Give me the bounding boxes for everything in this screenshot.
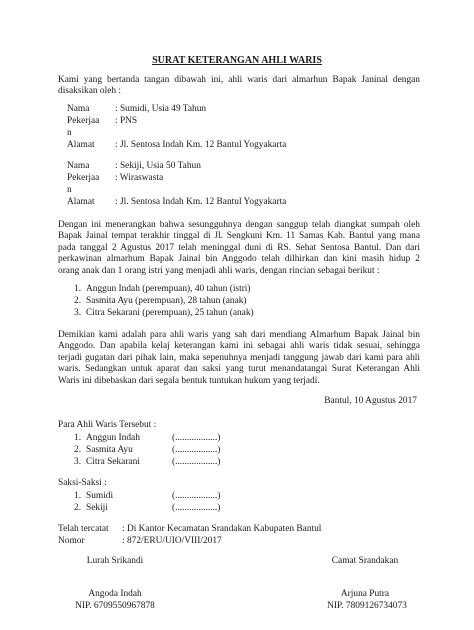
intro-paragraph (58, 75, 420, 98)
person1-pekerjaan-label-wrap: n (67, 128, 72, 138)
heirs-sign-number: 1. (74, 433, 82, 443)
witness-number: 2. (74, 503, 82, 513)
body-line: perkawinan almarhum Bapak Jainal bin Anggodo telah dilhirkan dan kini masih hidup 2 (58, 254, 420, 265)
body-paragraph-1 (58, 220, 420, 277)
person1-pekerjaan-value: : PNS (115, 116, 138, 126)
heir-item: Citra Sekarani (perempuan), 25 tahun (anak) (86, 308, 254, 318)
person1-nama-label: Nama (67, 104, 90, 114)
witness-name: Sekiji (86, 503, 108, 513)
person1-alamat-value: : Jl. Sentosa Indah Km. 12 Bantul Yogyakarta (115, 140, 287, 150)
person1-pekerjaan-label: Pekerjaa (67, 116, 100, 126)
registered-label: Telah tercatat (58, 524, 109, 534)
person2-alamat-value: : Jl. Sentosa Indah Km. 12 Bantul Yogyakarta (115, 197, 287, 207)
camat-nip: NIP. 7809126734073 (327, 601, 407, 611)
lurah-nip: NIP. 6709550967878 (75, 601, 155, 611)
lurah-title: Lurah Srikandi (86, 556, 144, 566)
witness-name: Sumidi (86, 491, 114, 501)
nomor-value: : 872/ERU/UIO/VIII/2017 (122, 536, 222, 546)
body-line: terjadi gugatan dari pihak lain, maka sepenuhnya menjadi tanggung jawab dari kami para ahli (58, 352, 420, 363)
nomor-label: Nomor (58, 536, 85, 546)
document-title: SURAT KETERANGAN AHLI WARIS (152, 55, 322, 66)
signature-placeholder: (..................) (172, 491, 221, 501)
heirs-sign-name: Anggun Indah (86, 433, 140, 443)
heirs-sign-number: 3. (74, 457, 82, 467)
lurah-name: Angoda Indah (88, 589, 142, 599)
signature-placeholder: (..................) (172, 433, 221, 443)
heir-number: 3. (74, 308, 82, 318)
place-date: Bantul, 10 Agustus 2017 (324, 396, 417, 406)
camat-title: Camat Srandakan (331, 556, 399, 566)
heirs-sign-name: Sasmita Ayu (86, 445, 133, 455)
camat-name: Arjuna Putra (340, 589, 390, 599)
heir-number: 1. (74, 284, 82, 294)
body-line: waris. Sedangkan untuk aparat dan saksi yang turut menandatangai Surat Keterangan Ahli (58, 364, 420, 375)
signature-placeholder: (..................) (172, 503, 221, 513)
signature-placeholder: (..................) (172, 457, 221, 467)
body-line: Demikian kami adalah para ahli waris yang sah dari mendiang Almarhum Bapak Jainal bin (58, 330, 420, 340)
heir-item: Anggun Indah (perempuan), 40 tahun (istri) (86, 284, 251, 294)
intro-line: Kami yang bertanda tangan dibawah ini, ahli waris dari almarhun Bapak Janinal dengan (58, 75, 420, 85)
signature-placeholder: (..................) (172, 445, 221, 455)
heir-item: Sasmita Ayu (perempuan), 28 tahun (anak) (86, 296, 247, 306)
person2-pekerjaan-value: : Wiraswasta (115, 173, 164, 183)
person2-alamat-label: Alamat (67, 197, 95, 207)
person1-alamat-label: Alamat (67, 140, 95, 150)
person2-pekerjaan-label-wrap: n (67, 185, 72, 195)
registered-value: : Di Kantor Kecamatan Srandakan Kabupaten Bantul (122, 524, 322, 534)
body-line: orang anak dan 1 orang istri yang menjadi ahli waris, dengan rincian sebagai berikut : (58, 265, 380, 276)
person1-nama-value: : Sumidi, Usia 49 Tahun (115, 104, 207, 114)
intro-line: disaksikan oleh : (58, 86, 122, 97)
person2-nama-label: Nama (67, 161, 90, 171)
heirs-sign-number: 2. (74, 445, 82, 455)
body-line: Dengan ini menerangkan bahwa sesungguhnya dengan sanggup telah diangkat sumpah oleh (58, 220, 420, 230)
body-line: Anggodo. Dan apabila kelaj keterangan kami ini sebagai ahli waris tidak sesuai, sehingga (58, 341, 420, 352)
witnesses-heading: Saksi-Saksi : (58, 478, 107, 488)
witness-number: 1. (74, 491, 82, 501)
body-line: Waris ini dibebaskan dari segala bentuk tuntukan hukum yang terjadi. (58, 375, 320, 386)
heir-number: 2. (74, 296, 82, 306)
person2-pekerjaan-label: Pekerjaa (67, 173, 100, 183)
body-paragraph-2 (58, 330, 420, 387)
heirs-sign-heading: Para Ahli Waris Tersebut : (58, 420, 157, 430)
body-line: Bapak Jainal tempat terakhir tinggal di Jl. Sengkuni Km. 11 Samas Kab. Bantul yang mana (58, 231, 420, 242)
body-line: pada tanggal 2 Agustus 2017 telah meninggal duni di RS. Sehat Sentosa Bantul. Dan dari (58, 242, 420, 253)
person2-nama-value: : Sekiji, Usia 50 Tahun (115, 161, 201, 171)
heirs-sign-name: Citra Sekarani (86, 457, 140, 467)
